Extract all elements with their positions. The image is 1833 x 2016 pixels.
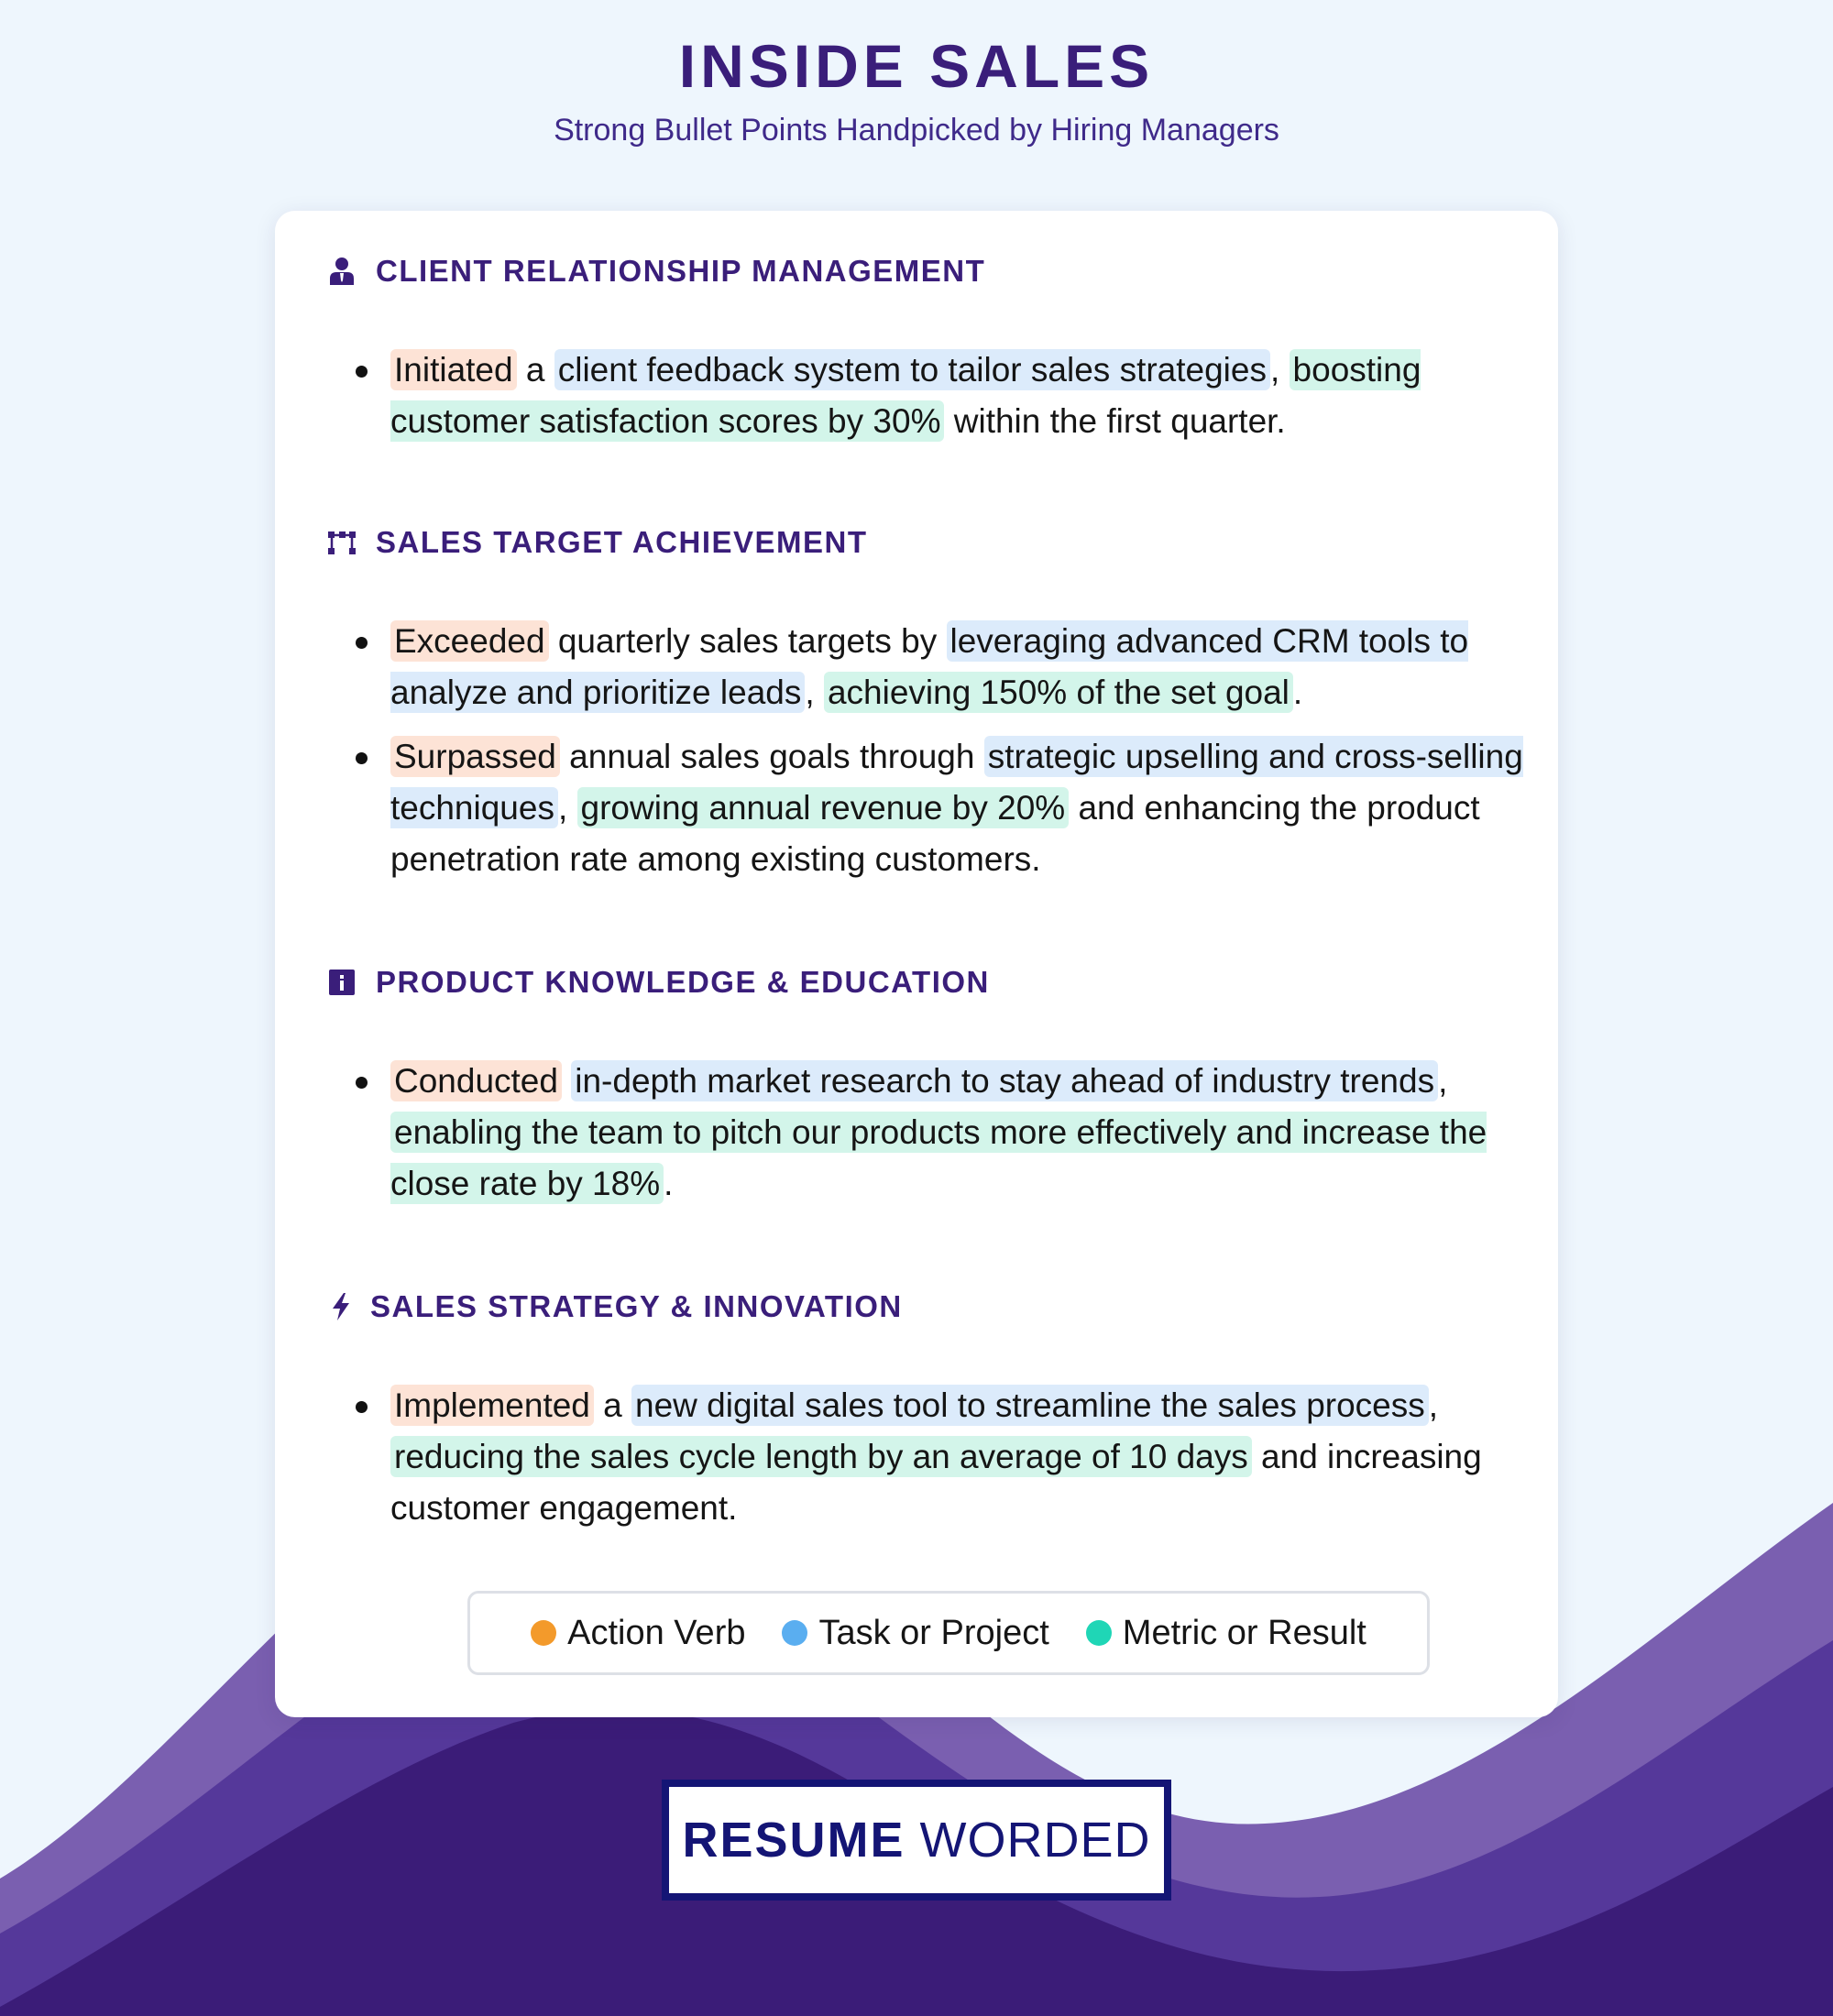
section-sales-target — [328, 522, 1529, 898]
bullet-text: , — [805, 674, 824, 711]
resume-worded-logo[interactable] — [662, 1780, 1171, 1901]
bullet-text: quarterly sales targets by — [548, 622, 947, 660]
section-sales-strategy — [328, 1287, 1529, 1547]
lightning-icon — [328, 1292, 356, 1321]
bullet-text: , — [1428, 1386, 1439, 1424]
page-header — [0, 27, 1833, 152]
logo-bold-text: RESUME — [682, 1813, 906, 1868]
section-product-knowledge — [328, 962, 1529, 1222]
action-verb-highlight: Implemented — [390, 1385, 594, 1426]
legend-item-action-verb — [531, 1614, 745, 1653]
info-book-icon — [328, 968, 356, 997]
metric-highlight: achieving 150% of the set goal — [824, 672, 1293, 713]
bullet-text: and enhancing the product penetration rate among existing customers. — [390, 789, 1480, 878]
task-highlight: leveraging advanced CRM tools to analyze and prioritize leads — [390, 622, 1469, 711]
section-client-relationship — [328, 251, 1529, 460]
section-title: SALES STRATEGY & INNOVATION — [370, 1289, 903, 1323]
bullet-list — [328, 1380, 1529, 1534]
task-highlight: client feedback system to tailor sales strategies — [554, 349, 1270, 390]
blue-dot-icon — [782, 1620, 807, 1646]
section-header — [328, 251, 1529, 291]
legend-item-task-or-project — [782, 1614, 1048, 1653]
bullet-text — [562, 1062, 571, 1100]
orange-dot-icon — [531, 1620, 556, 1646]
section-header — [328, 962, 1529, 1003]
legend-item-metric-or-result — [1086, 1614, 1367, 1653]
action-verb-highlight: Conducted — [390, 1060, 562, 1101]
bullet-point — [328, 616, 1529, 718]
bullet-list — [328, 345, 1529, 447]
section-title: CLIENT RELATIONSHIP MANAGEMENT — [376, 254, 986, 288]
task-highlight: strategic upselling and cross-selling techniques — [390, 738, 1523, 827]
section-header — [328, 522, 1529, 563]
bullet-text: within the first quarter. — [944, 402, 1286, 440]
bullet-text: . — [664, 1165, 674, 1202]
page-subtitle: Strong Bullet Points Handpicked by Hiring Managers — [554, 113, 1279, 148]
section-title: SALES TARGET ACHIEVEMENT — [376, 525, 868, 559]
person-icon — [328, 257, 356, 286]
bullet-points-card — [275, 211, 1558, 1717]
bullet-text: a — [516, 351, 554, 389]
page-title: INSIDE SALES — [678, 32, 1155, 100]
legend-label: Metric or Result — [1122, 1613, 1367, 1652]
bullet-point — [328, 1380, 1529, 1534]
action-verb-highlight: Exceeded — [390, 620, 549, 662]
bullet-text: , — [557, 789, 577, 827]
bullet-text: annual sales goals through — [559, 738, 984, 775]
bullet-text: , — [1269, 351, 1290, 389]
bullet-point — [328, 1056, 1529, 1210]
bullet-point — [328, 345, 1529, 447]
network-icon — [328, 528, 356, 557]
logo-regular-text: WORDED — [919, 1813, 1151, 1868]
legend — [467, 1591, 1430, 1675]
legend-label: Task or Project — [818, 1613, 1049, 1652]
action-verb-highlight: Initiated — [390, 349, 517, 390]
bullet-text: , — [1438, 1062, 1448, 1100]
action-verb-highlight: Surpassed — [390, 736, 560, 777]
bullet-text: a — [593, 1386, 632, 1424]
section-title: PRODUCT KNOWLEDGE & EDUCATION — [376, 965, 990, 999]
legend-label: Action Verb — [567, 1613, 746, 1652]
teal-dot-icon — [1086, 1620, 1112, 1646]
section-header — [328, 1287, 1529, 1327]
bullet-list — [328, 616, 1529, 885]
bullet-text: . — [1292, 674, 1303, 711]
metric-highlight: reducing the sales cycle length by an average of 10 days — [390, 1436, 1252, 1477]
metric-highlight: enabling the team to pitch our products more effectively and increase the close rate by 18% — [390, 1113, 1487, 1202]
metric-highlight: boosting customer satisfaction scores by 30% — [390, 351, 1421, 440]
task-highlight: new digital sales tool to streamline the sales process — [631, 1385, 1429, 1426]
metric-highlight: growing annual revenue by 20% — [577, 787, 1070, 828]
task-highlight: in-depth market research to stay ahead of industry trends — [571, 1060, 1438, 1101]
bullet-point — [328, 731, 1529, 885]
bullet-text: and increasing customer engagement. — [390, 1438, 1482, 1527]
bullet-list — [328, 1056, 1529, 1210]
